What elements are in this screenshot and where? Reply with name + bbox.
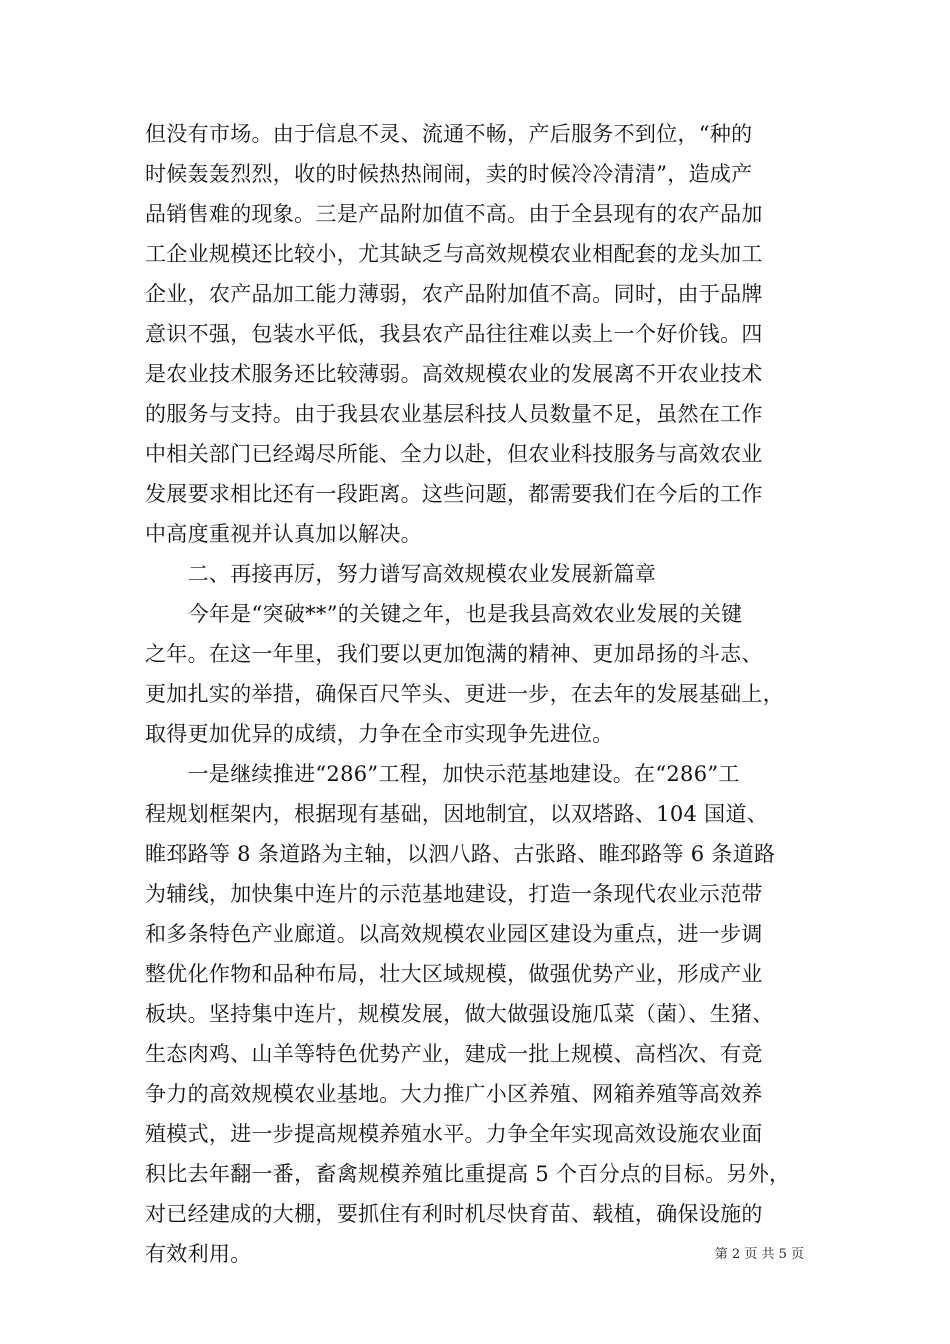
text-line: 时候轰轰烈烈，收的时候热热闹闹，卖的时候冷冷清清”，造成产: [145, 162, 753, 186]
text-line: 对已经建成的大棚，要抓住有利时机尽快育苗、载植，确保设施的: [145, 1202, 763, 1226]
text-line: 之年。在这一年里，我们要以更加饱满的精神、更加昂扬的斗志、: [145, 642, 763, 666]
text-line: 企业，农产品加工能力薄弱，农产品附加值不高。同时，由于品牌: [145, 282, 763, 306]
text-line: 殖模式，进一步提高规模养殖水平。力争全年实现高效设施农业面: [145, 1122, 763, 1146]
text-line: 板块。坚持集中连片，规模发展，做大做强设施瓜菜（菌）、生猪、: [145, 1002, 774, 1026]
text-line: 生态肉鸡、山羊等特色优势产业，建成一批上规模、高档次、有竞: [145, 1042, 763, 1066]
text-line: 的服务与支持。由于我县农业基层科技人员数量不足，虽然在工作: [145, 402, 763, 426]
text-line: 是农业技术服务还比较薄弱。高效规模农业的发展离不开农业技术: [145, 362, 763, 386]
text-line: 中相关部门已经竭尽所能、全力以赴，但农业科技服务与高效农业: [145, 442, 763, 466]
text-line: 积比去年翻一番，畜禽规模养殖比重提高 5 个百分点的目标。另外，: [145, 1162, 791, 1186]
text-line: 睢邳路等 8 条道路为主轴，以泗八路、古张路、睢邳路等 6 条道路: [145, 842, 776, 866]
text-line: 和多条特色产业廊道。以高效规模农业园区建设为重点，进一步调: [145, 922, 763, 946]
text-line: 意识不强，包装水平低，我县农产品往往难以卖上一个好价钱。四: [145, 322, 763, 346]
text-line: 中高度重视并认真加以解决。: [145, 522, 422, 546]
text-line: 工企业规模还比较小，尤其缺乏与高效规模农业相配套的龙头加工: [145, 242, 763, 266]
text-line: 发展要求相比还有一段距离。这些问题，都需要我们在今后的工作: [145, 482, 763, 506]
text-line: 取得更加优异的成绩，力争在全市实现争先进位。: [145, 722, 614, 746]
text-line: 争力的高效规模农业基地。大力推广小区养殖、网箱养殖等高效养: [145, 1082, 763, 1106]
text-line: 但没有市场。由于信息不灵、流通不畅，产后服务不到位，“种的: [145, 122, 753, 146]
text-line: 一是继续推进“286”工程，加快示范基地建设。在“286”工: [145, 762, 740, 786]
text-line: 整优化作物和品种布局，壮大区域规模，做强优势产业，形成产业: [145, 962, 763, 986]
text-line: 为辅线，加快集中连片的示范基地建设，打造一条现代农业示范带: [145, 882, 763, 906]
text-line: 今年是“突破**”的关键之年，也是我县高效农业发展的关键: [145, 602, 743, 626]
text-line: 更加扎实的举措，确保百尺竿头、更进一步，在去年的发展基础上，: [145, 682, 784, 706]
section-heading: 二、再接再厉，努力谱写高效规模农业发展新篇章: [145, 562, 657, 586]
page-number: 第 2 页 共 5 页: [714, 1247, 804, 1262]
body-text: [145, 114, 805, 1274]
text-line: 品销售难的现象。三是产品附加值不高。由于全县现有的农产品加: [145, 202, 763, 226]
text-line: 程规划框架内，根据现有基础，因地制宜，以双塔路、104 国道、: [145, 802, 769, 826]
text-line: 有效利用。: [145, 1242, 252, 1266]
